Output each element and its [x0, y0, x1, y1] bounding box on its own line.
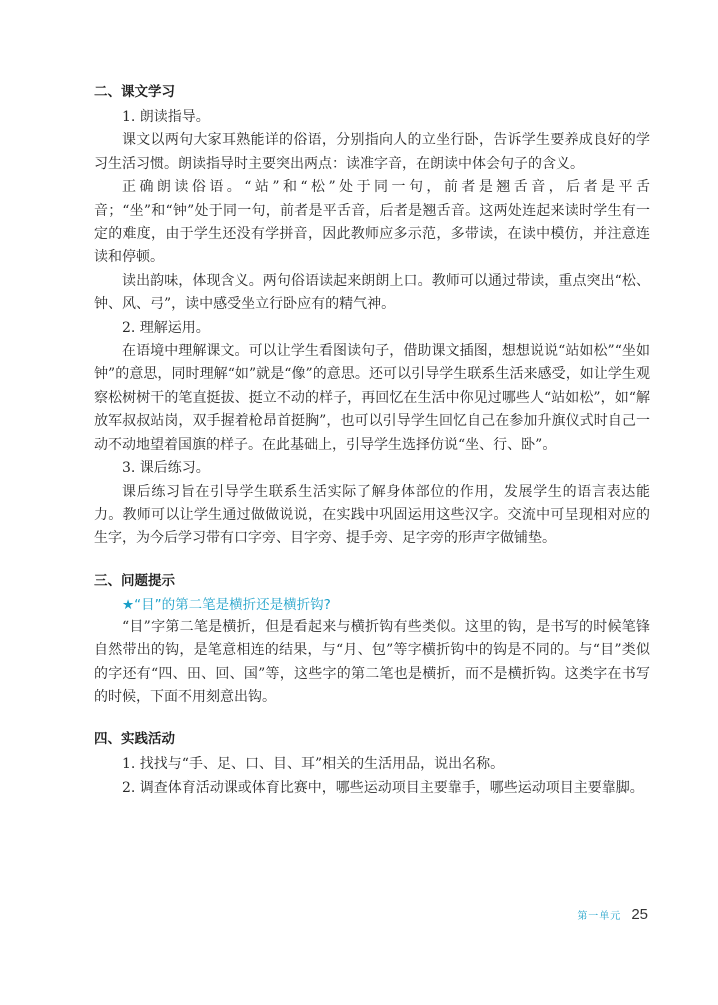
page-content	[94, 82, 650, 800]
item-title: 3. 课后练习。	[122, 460, 210, 477]
unit-label: 第一单元	[577, 911, 622, 922]
page-footer	[577, 906, 648, 923]
page-number: 25	[631, 906, 648, 923]
section-heading: 四、实践活动	[94, 731, 175, 748]
question-title: ★“目”的第二笔是横折还是横折钩?	[122, 596, 331, 613]
list-item: 1. 找找与“手、足、口、目、耳”相关的生活用品，说出名称。	[122, 756, 505, 773]
section-course-study	[94, 82, 650, 551]
section-question-hints	[94, 571, 650, 710]
paragraph: 正确朗读俗语。“站”和“松”处于同一句，前者是翘舌音，后者是平舌音；“坐”和“钟”处于同一句，前者是平舌音，后者是翘舌音。这两处连起来读时学生有一定的难度，由于学生还没有学拼音，因此教师应多示范，多带读，在读中模仿，并注意连读和停顿。	[94, 179, 650, 266]
paragraph: 在语境中理解课文。可以让学生看图读句子，借助课文插图，想想说说“站如松”“坐如钟”的意思，同时理解“如”就是“像”的意思。还可以引导学生联系生活来感受，如让学生观察松树树干的笔直挺拔、挺立不动的样子，再回忆在生活中你见过哪些人“站如松”，如“解放军叔叔站岗，双手握着枪昂首挺胸”，也可以引导学生回忆自己在参加升旗仪式时自己一动不动地望着国旗的样子。在此基础上，引导学生选择仿说“坐、行、卧”。	[94, 343, 650, 453]
spacer	[94, 551, 650, 571]
section-heading: 二、课文学习	[94, 84, 175, 100]
paragraph: “目”字第二笔是横折，但是看起来与横折钩有些类似。这里的钩，是书写的时候笔锋自然带出的钩，是笔意相连的结果，与“月、包”等字横折钩中的钩是不同的。与“目”类似的字还有“四、田、回、国”等，这些字的第二笔也是横折，而不是横折钩。这类字在书写的时候，下面不用刻意出钩。	[94, 618, 650, 705]
item-title: 2. 理解运用。	[122, 319, 210, 336]
section-practice-activities	[94, 729, 650, 800]
spacer	[94, 709, 650, 729]
item-title: 1. 朗读指导。	[122, 109, 210, 125]
paragraph: 课文以两句大家耳熟能详的俗语，分别指向人的立坐行卧，告诉学生要养成良好的学习生活习惯。朗读指导时主要突出两点：读准字音，在朗读中体会句子的含义。	[94, 132, 650, 172]
section-heading: 三、问题提示	[94, 572, 175, 589]
paragraph: 课后练习旨在引导学生联系生活实际了解身体部位的作用，发展学生的语言表达能力。教师可以让学生通过做做说说，在实践中巩固运用这些汉字。交流中可呈现相对应的生字，为今后学习带有口字旁、目字旁、提手旁、足字旁的形声字做铺垫。	[94, 483, 650, 547]
list-item: 2. 调查体育活动课或体育比赛中，哪些运动项目主要靠手，哪些运动项目主要靠脚。	[122, 779, 644, 796]
paragraph: 读出韵味，体现含义。两句俗语读起来朗朗上口。教师可以通过带读，重点突出“松、钟、风、弓”，读中感受坐立行卧应有的精气神。	[94, 272, 650, 313]
